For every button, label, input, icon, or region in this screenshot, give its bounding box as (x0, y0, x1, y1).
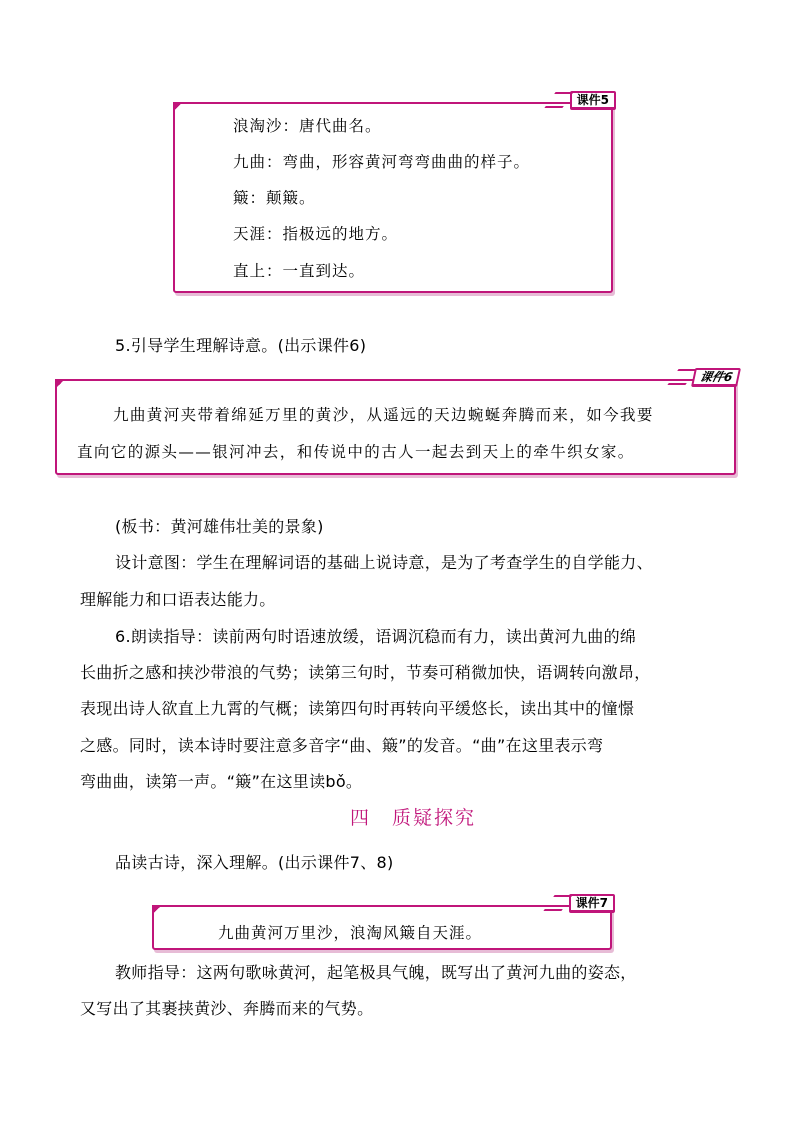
step6-line-4: 之感。同时，读本诗时要注意多音字“曲、簸”的发音。“曲”在这里表示弯 (80, 736, 604, 755)
kejian5-frame (173, 92, 613, 293)
kejian5-line-2: 九曲：弯曲，形容黄河弯弯曲曲的样子。 (233, 153, 531, 171)
kejian5-line-1: 浪淘沙：唐代曲名。 (233, 117, 382, 135)
kejian7-tab (549, 894, 615, 912)
kejian5-tab-label: 课件5 (570, 91, 616, 110)
kejian6-frame (55, 369, 736, 475)
section-heading: 四 质疑探究 (350, 807, 477, 829)
kejian5-line-5: 直上：一直到达。 (233, 262, 366, 280)
tab-stripe (543, 895, 572, 911)
kejian6-tab-label: 课件6 (691, 368, 741, 387)
kejian6-tab (673, 368, 739, 386)
tab-stripe (544, 92, 573, 108)
kejian5-corner (173, 102, 183, 112)
kejian7-frame (152, 895, 612, 950)
step6-line-1: 6.朗读指导：读前两句时语速放缓，语调沉稳而有力，读出黄河九曲的绵 (115, 627, 637, 646)
teacher-line-2: 又写出了其裹挟黄沙、奔腾而来的气势。 (80, 999, 374, 1018)
kejian5-tab (550, 91, 616, 109)
design-line-2: 理解能力和口语表达能力。 (80, 590, 276, 609)
pindu-text: 品读古诗，深入理解。(出示课件7、8) (115, 853, 394, 872)
kejian6-line-1: 九曲黄河夹带着绵延万里的黄沙，从遥远的天边蜿蜒奔腾而来，如今我要 (113, 406, 654, 424)
kejian7-corner (152, 905, 162, 915)
step6-line-3: 表现出诗人欲直上九霄的气概；读第四句时再转向平缓悠长，读出其中的憧憬 (80, 699, 635, 718)
kejian6-corner (55, 379, 65, 389)
banshu-text: (板书：黄河雄伟壮美的景象) (115, 517, 324, 536)
kejian7-tab-label: 课件7 (569, 894, 615, 913)
kejian6-line-2: 直向它的源头——银河冲去，和传说中的古人一起去到天上的牵牛织女家。 (77, 443, 635, 461)
step6-line-5: 弯曲曲，读第一声。“簸”在这里读bǒ。 (80, 772, 363, 791)
teacher-line-1: 教师指导：这两句歌咏黄河，起笔极具气魄，既写出了黄河九曲的姿态， (115, 963, 637, 982)
step5-text: 5.引导学生理解诗意。(出示课件6) (115, 336, 367, 355)
kejian5-line-4: 天涯：指极远的地方。 (233, 225, 399, 243)
step6-line-2: 长曲折之感和挟沙带浪的气势；读第三句时，节奏可稍微加快，语调转向激昂， (80, 663, 651, 682)
kejian5-line-3: 簸：颠簸。 (233, 189, 316, 207)
design-line-1: 设计意图：学生在理解词语的基础上说诗意，是为了考查学生的自学能力、 (115, 553, 653, 572)
kejian7-line: 九曲黄河万里沙，浪淘风簸自天涯。 (218, 924, 483, 942)
